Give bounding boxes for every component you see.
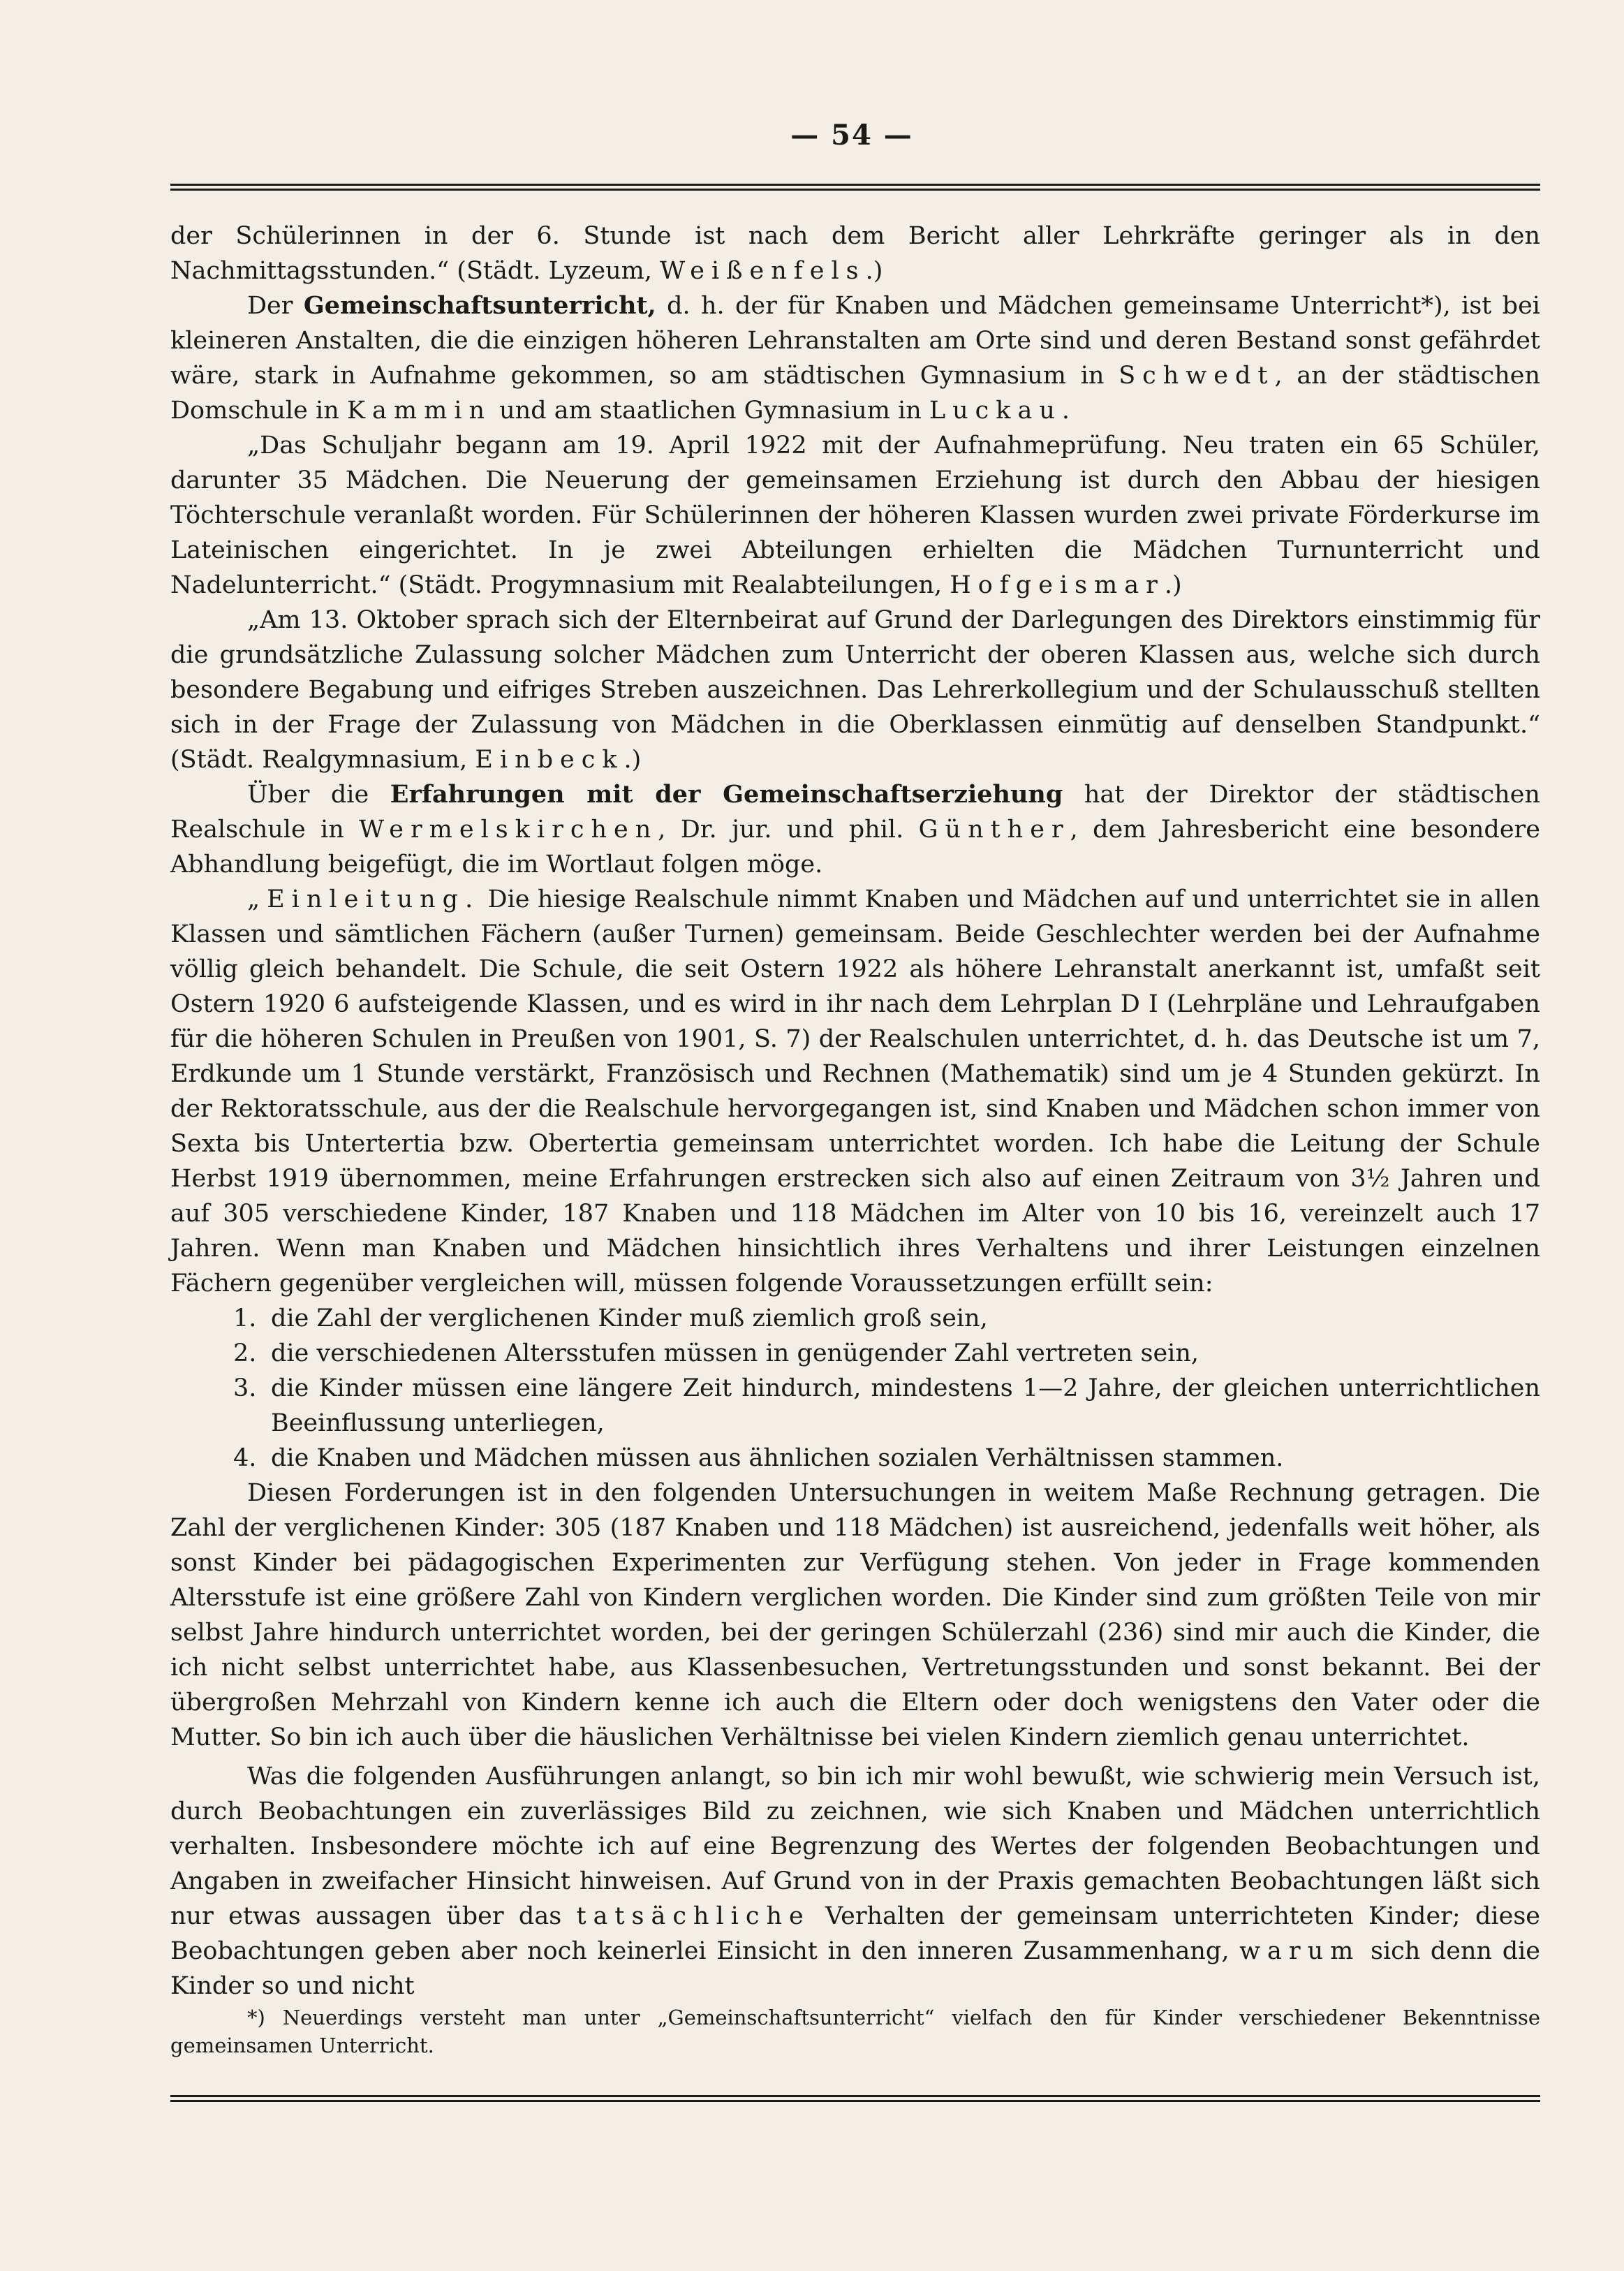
list-item: 3. die Kinder müssen eine längere Zeit hindurch, mindestens 1—2 Jahre, der gleichen unterrichtlichen Beeinflussung unterliegen,	[233, 1374, 1540, 1437]
paragraph-7: Diesen Forderungen ist in den folgenden Untersuchungen in weitem Maße Rechnung getragen. Die Zahl der verglichenen Kinder: 305 (187 Knaben und 118 Mädchen) ist ausreichend, jedenfalls weit höher, als sonst Kinder bei pädagogischen Experimenten zur Verfügung stehen. Von jeder in Frage kommenden Altersstufe ist eine größere Zahl von Kindern verglichen worden. Die Kinder sind zum größten Teile von mir selbst Jahre hindurch unterrichtet worden, bei der geringen Schülerzahl (236) sind mir auch die Kinder, die ich nicht selbst unterrichtet habe, aus Klassenbesuchen, Vertretungsstunden und sonst bekannt. Bei der übergroßen Mehrzahl von Kindern kenne ich auch die Eltern oder doch wenigstens den Vater oder die Mutter. So bin ich auch über die häuslichen Verhältnisse bei vielen Kindern ziemlich genau unterrichtet.	[170, 1479, 1540, 1751]
place-name: Kammin	[346, 397, 492, 425]
footer-rule	[170, 2095, 1540, 2102]
emphasis: tatsächliche	[576, 1902, 811, 1930]
bold-term: Gemeinschaftsunterricht,	[303, 291, 656, 320]
section-heading: „Einleitung.	[247, 885, 480, 913]
requirements-list	[170, 1301, 1540, 1476]
place-name: Einbeck	[475, 746, 624, 774]
place-name: Luckau	[929, 397, 1062, 425]
paragraph-3: „Das Schuljahr begann am 19. April 1922 mit der Aufnahmeprüfung. Neu traten ein 65 Schüler, darunter 35 Mädchen. Die Neuerung der gemeinsamen Erziehung ist durch den Abbau der hiesigen Töchterschule veranlaßt worden. Für Schülerinnen der höheren Klassen wurden zwei private Förderkurse im Lateinischen eingerichtet. In je zwei Abteilungen erhielten die Mädchen Turnunterricht und Nadelunterricht.“ (Städt. Progymnasium mit Realabteilungen, Hofgeismar.)	[170, 432, 1540, 599]
paragraph-2: Der Gemeinschaftsunterricht, d. h. der für Knaben und Mädchen gemeinsame Unterricht*), ist bei kleineren Anstalten, die die einzigen höheren Lehranstalten am Orte sind und deren Bestand sonst gefährdet wäre, stark in Aufnahme gekommen, so am städtischen Gymnasium in Schwedt, an der städtischen Domschule in Kammin und am staatlichen Gymnasium in Luckau.	[170, 291, 1540, 425]
paragraph-4: „Am 13. Oktober sprach sich der Elternbeirat auf Grund der Darlegungen des Direktors einstimmig für die grundsätzliche Zulassung solcher Mädchen zum Unterricht der oberen Klassen aus, welche sich durch besondere Begabung und eifriges Streben auszeichnen. Das Lehrerkollegium und der Schulausschuß stellten sich in der Frage der Zulassung von Mädchen in die Oberklassen einmütig auf denselben Standpunkt.“ (Städt. Realgymnasium, Einbeck.)	[170, 606, 1540, 774]
bold-term: Erfahrungen mit der Gemeinschaftserziehung	[390, 780, 1063, 809]
person-name: Günther	[918, 816, 1070, 844]
list-item: 4. die Knaben und Mädchen müssen aus ähnlichen sozialen Verhältnissen stammen.	[233, 1444, 1284, 1472]
list-item: 2. die verschiedenen Altersstufen müssen in genügender Zahl vertreten sein,	[233, 1339, 1199, 1367]
place-name: Schwedt	[1119, 362, 1275, 390]
paragraph-5: Über die Erfahrungen mit der Gemeinschaftserziehung hat der Direktor der städtischen Realschule in Wermelskirchen, Dr. jur. und phil. Günther, dem Jahresbericht eine besondere Abhandlung beigefügt, die im Wortlaut folgen möge.	[170, 780, 1540, 879]
paragraph-1: der Schülerinnen in der 6. Stunde ist nach dem Bericht aller Lehrkräfte geringer als in den Nachmittagsstunden.“ (Städt. Lyzeum, Weißenfels.)	[170, 222, 1540, 285]
body-text	[170, 219, 1540, 2059]
emphasis: warum	[1239, 1937, 1361, 1965]
paragraph-6: „Einleitung. Die hiesige Realschule nimmt Knaben und Mädchen auf und unterrichtet sie in allen Klassen und sämtlichen Fächern (außer Turnen) gemeinsam. Beide Geschlechter werden bei der Aufnahme völlig gleich behandelt. Die Schule, die seit Ostern 1922 als höhere Lehranstalt anerkannt ist, umfaßt seit Ostern 1920 6 aufsteigende Klassen, und es wird in ihr nach dem Lehrplan D I (Lehrpläne und Lehraufgaben für die höheren Schulen in Preußen von 1901, S. 7) der Realschulen unterrichtet, d. h. das Deutsche ist um 7, Erdkunde um 1 Stunde verstärkt, Französisch und Rechnen (Mathematik) sind um je 4 Stunden gekürzt. In der Rektoratsschule, aus der die Realschule hervorgegangen ist, sind Knaben und Mädchen schon immer von Sexta bis Untertertia bzw. Obertertia gemeinsam unterrichtet worden. Ich habe die Leitung der Schule Herbst 1919 übernommen, meine Erfahrungen erstrecken sich also auf einen Zeitraum von 3½ Jahren und auf 305 verschiedene Kinder, 187 Knaben und 118 Mädchen im Alter von 10 bis 16, vereinzelt auch 17 Jahren. Wenn man Knaben und Mädchen hinsichtlich ihres Verhaltens und ihrer Leistungen einzelnen Fächern gegenüber vergleichen will, müssen folgende Voraussetzungen erfüllt sein:	[170, 885, 1540, 1298]
paragraph-8: Was die folgenden Ausführungen anlangt, so bin ich mir wohl bewußt, wie schwierig mein Versuch ist, durch Beobachtungen ein zuverlässiges Bild zu zeichnen, wie sich Knaben und Mädchen unterrichtlich verhalten. Insbesondere möchte ich auf eine Begrenzung des Wertes der folgenden Beobachtungen und Angaben in zweifacher Hinsicht hinweisen. Auf Grund von in der Praxis gemachten Beobachtungen läßt sich nur etwas aussagen über das tatsächliche Verhalten der gemeinsam unterrichteten Kinder; diese Beobachtungen geben aber noch keinerlei Einsicht in den inneren Zusammenhang, warum sich denn die Kinder so und nicht	[170, 1763, 1541, 2000]
header-rule	[170, 184, 1540, 191]
place-name: Hofgeismar	[950, 571, 1165, 599]
list-item: 1. die Zahl der verglichenen Kinder muß ziemlich groß sein,	[233, 1304, 988, 1332]
footnote: *) Neuerdings versteht man unter „Gemeinschaftsunterricht“ vielfach den für Kinder verschiedener Bekenntnisse gemeinsamen Unterricht.	[170, 2006, 1540, 2057]
place-name: Wermelskirchen	[359, 816, 658, 844]
page-number: — 54 —	[790, 119, 913, 152]
place-name: Weißenfels	[660, 257, 866, 285]
